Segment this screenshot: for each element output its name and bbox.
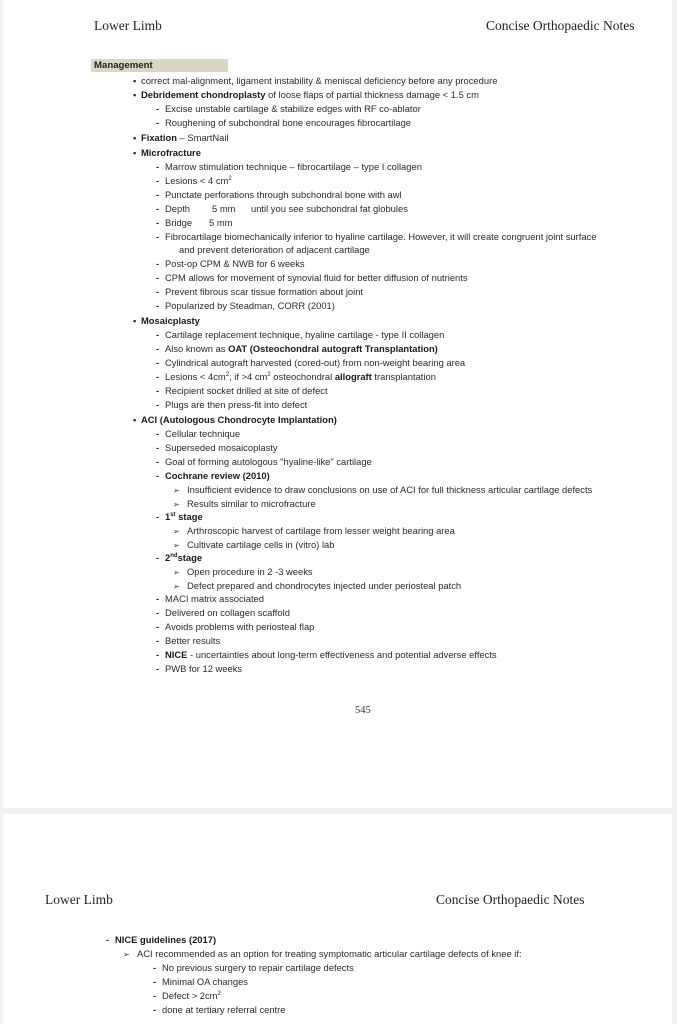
list-item: - 2ndstage (156, 552, 203, 563)
list-item: - Recipient socket drilled at site of defect (156, 385, 328, 396)
arrow-bullet-icon: ➢ (173, 486, 180, 495)
list-item: - Cylindrical autograft harvested (cored-out) from non-weight bearing area (156, 357, 466, 368)
dash-icon: - (156, 189, 160, 200)
dash-icon: - (156, 593, 160, 604)
list-item: - NICE - uncertainties about long-term effectiveness and potential adverse effects (156, 649, 497, 660)
list-item: - Excise unstable cartilage & stabilize edges with RF co-ablator (156, 103, 421, 114)
list-item: - Defect > $2cm^2$ (153, 990, 221, 1001)
list-item: - Fibrocartilage biomechanically inferior to hyaline cartilage. However, it will create congruent joint surface (156, 231, 597, 242)
dash-icon: - (156, 385, 160, 396)
dash-icon: - (156, 663, 160, 674)
arrow-bullet-icon: ➢ (173, 568, 180, 577)
list-item: - Lesions < 4 $cm^2$ (156, 175, 232, 186)
list-item: - CPM allows for movement of synovial fluid for better diffusion of nutrients (156, 272, 468, 283)
dash-icon: - (156, 343, 160, 354)
list-item: • correct mal-alignment, ligament instability & meniscal deficiency before any procedure (133, 75, 498, 86)
list-item: - Avoids problems with periosteal flap (156, 621, 315, 632)
dash-icon: - (156, 428, 160, 439)
dash-icon: - (156, 607, 160, 618)
arrow-bullet-icon: ➢ (173, 541, 180, 550)
list-item: - NICE guidelines (2017) (106, 934, 217, 945)
list-item: • ACI (Autologous Chondrocyte Implantation) (133, 414, 337, 425)
list-item: - Cellular technique (156, 428, 241, 439)
list-item: ➢ ACI recommended as an option for treating symptomatic articular cartilage defects of knee if: (123, 947, 522, 962)
list-item: ➢ Results similar to microfracture (173, 497, 316, 512)
list-item: • Debridement chondroplasty of loose flaps of partial thickness damage < 1.5 cm (133, 89, 479, 100)
list-item: - Cartilage replacement technique, hyaline cartilage - type II collagen (156, 329, 445, 340)
list-item: • Microfracture (133, 147, 201, 158)
list-item: - Delivered on collagen scaffold (156, 607, 290, 618)
running-header-right: Concise Orthopaedic Notes (486, 18, 635, 33)
bullet-icon: • (133, 147, 137, 158)
dash-icon: - (156, 649, 160, 660)
running-header-left: Lower Limb (94, 18, 162, 33)
dash-icon: - (156, 272, 160, 283)
dash-icon: - (156, 286, 160, 297)
dash-icon: - (156, 117, 160, 128)
arrow-bullet-icon: ➢ (173, 582, 180, 591)
list-item: - Superseded mosaicoplasty (156, 442, 278, 453)
list-item: - Punctate perforations through subchondral bone with awl (156, 189, 402, 200)
dash-icon: - (153, 990, 157, 1001)
list-item: ➢ Arthroscopic harvest of cartilage from lesser weight bearing area (173, 524, 455, 539)
list-item: - Better results (156, 635, 221, 646)
list-item: - Popularized by Steadman, CORR (2001) (156, 300, 335, 311)
dash-icon: - (156, 470, 160, 481)
list-item: - Depth 5 mm until you see subchondral fat globules (156, 203, 408, 214)
section-title-management: Management (91, 59, 228, 72)
list-item: - Roughening of subchondral bone encourages fibrocartilage (156, 117, 412, 128)
list-item: - Also known as OAT (Osteochondral autograft Transplantation) (156, 343, 438, 354)
dash-icon: - (156, 635, 160, 646)
list-item: - MACI matrix associated (156, 593, 264, 604)
list-item: - Bridge 5 mm (156, 217, 233, 228)
dash-icon: - (156, 231, 160, 242)
list-item: - Prevent fibrous scar tissue formation about joint (156, 286, 364, 297)
list-item: - Plugs are then press-fit into defect (156, 399, 308, 410)
list-item: - Lesions < $4cm^2$, if >4 $cm^2$ osteochondral allograft transplantation (156, 371, 436, 382)
bullet-icon: • (133, 132, 137, 143)
list-item: - Minimal OA changes (153, 976, 248, 987)
list-item: • Fixation – SmartNail (133, 132, 229, 143)
list-item: • Mosaicplasty (133, 315, 200, 326)
page-number: 545 (355, 705, 371, 716)
dash-icon: - (156, 217, 160, 228)
bullet-icon: • (133, 89, 137, 100)
dash-icon: - (106, 934, 110, 945)
running-header-left: Lower Limb (45, 892, 113, 907)
list-item: - Marrow stimulation technique – fibrocartilage – type I collagen (156, 161, 422, 172)
arrow-bullet-icon: ➢ (173, 500, 180, 509)
dash-icon: - (156, 300, 160, 311)
bullet-icon: • (133, 315, 137, 326)
list-item: - Cochrane review (2010) (156, 470, 270, 481)
dash-icon: - (156, 442, 160, 453)
dash-icon: - (156, 161, 160, 172)
running-header-right: Concise Orthopaedic Notes (436, 892, 585, 907)
dash-icon: - (156, 552, 160, 563)
list-item: ➢ Open procedure in 2 -3 weeks (173, 565, 313, 580)
list-item: ➢ Insufficient evidence to draw conclusions on use of ACI for full thickness articular cartilage defects (173, 483, 592, 498)
document-page-545 (3, 0, 672, 808)
arrow-bullet-icon: ➢ (173, 527, 180, 536)
dash-icon: - (156, 203, 160, 214)
dash-icon: - (153, 976, 157, 987)
document-page-next (3, 814, 672, 1024)
dash-icon: - (156, 456, 160, 467)
dash-icon: - (156, 329, 160, 340)
dash-icon: - (156, 371, 160, 382)
dash-icon: - (153, 1004, 157, 1015)
list-item: ➢ Defect prepared and chondrocytes injected under periosteal patch (173, 579, 461, 594)
dash-icon: - (156, 357, 160, 368)
dash-icon: - (156, 621, 160, 632)
list-item: - No previous surgery to repair cartilage defects (153, 962, 354, 973)
list-item: - Post-op CPM & NWB for 6 weeks (156, 258, 305, 269)
bullet-icon: • (133, 75, 137, 86)
list-item: - 1st stage (156, 511, 203, 522)
dash-icon: - (156, 175, 160, 186)
list-item: ➢ Cultivate cartilage cells in (vitro) lab (173, 538, 334, 553)
bullet-icon: • (133, 414, 137, 425)
arrow-bullet-icon: ➢ (123, 950, 130, 959)
dash-icon: - (156, 258, 160, 269)
dash-icon: - (156, 103, 160, 114)
dash-icon: - (156, 511, 160, 522)
list-item: - done at tertiary referral centre (153, 1004, 286, 1015)
dash-icon: - (156, 399, 160, 410)
list-item: - PWB for 12 weeks (156, 663, 243, 674)
list-item-continuation: and prevent deterioration of adjacent cartilage (179, 244, 370, 255)
list-item: - Goal of forming autologous "hyaline-like" cartilage (156, 456, 372, 467)
dash-icon: - (153, 962, 157, 973)
